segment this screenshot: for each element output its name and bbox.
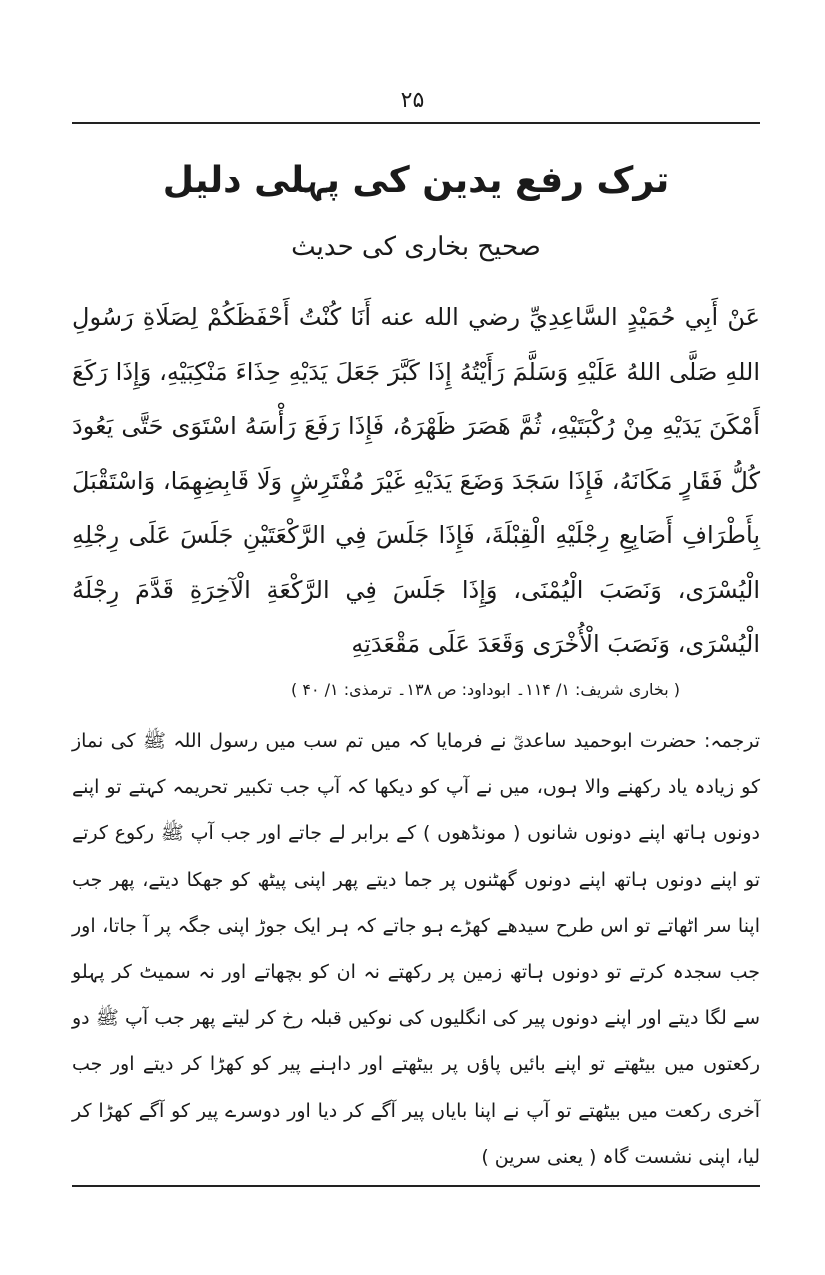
- top-divider: [72, 122, 760, 124]
- hadith-reference: ( بخاری شریف: ۱/ ۱۱۴۔ ابوداود: ص ۱۳۸۔ ترمذی: ۱/ ۴۰ ): [291, 680, 680, 699]
- hadith-arabic-text: عَنْ أَبِي حُمَيْدٍ السَّاعِدِيِّ رضي الله عنه أَنَا كُنْتُ أَحْفَظَكُمْ لِصَلَاةِ رَسُولِ اللهِ صَلَّى اللهُ عَلَيْهِ وَسَلَّمَ رَأَيْتُهُ إِذَا كَبَّرَ جَعَلَ يَدَيْهِ حِذَاءَ مَنْكِبَيْهِ، وَإِذَا رَكَعَ أَمْكَنَ يَدَيْهِ مِنْ رُكْبَتَيْهِ، ثُمَّ هَصَرَ ظَهْرَهُ، فَإِذَا رَفَعَ رَأْسَهُ اسْتَوَى حَتَّى يَعُودَ كُلُّ فَقَارٍ مَكَانَهُ، فَإِذَا سَجَدَ وَضَعَ يَدَيْهِ غَيْرَ مُفْتَرِشٍ وَلَا قَابِضِهِمَا، وَاسْتَقْبَلَ بِأَطْرَافِ أَصَابِعِ رِجْلَيْهِ الْقِبْلَةَ، فَإِذَا جَلَسَ فِي الرَّكْعَتَيْنِ جَلَسَ عَلَى رِجْلِهِ الْيُسْرَى، وَنَصَبَ الْيُمْنَى، وَإِذَا جَلَسَ فِي الرَّكْعَةِ الْآخِرَةِ قَدَّمَ رِجْلَهُ الْيُسْرَى، وَنَصَبَ الْأُخْرَى وَقَعَدَ عَلَى مَقْعَدَتِهِ: [72, 303, 760, 658]
- page-title: ترک رفع یدین کی پہلی دلیل: [162, 160, 670, 201]
- page-subtitle: صحیح بخاری کی حدیث: [291, 232, 541, 262]
- page-number: ۲۵: [400, 88, 425, 113]
- urdu-translation: ترجمہ: حضرت ابوحمید ساعدیؓ نے فرمایا کہ میں تم سب میں رسول اللہ ﷺ کی نماز کو زیادہ یاد رکھنے والا ہوں، میں نے آپ کو دیکھا کہ آپ جب تکبیر تحریمہ کہتے تو اپنے دونوں ہاتھ اپنے دونوں شانوں ( مونڈھوں ) کے برابر لے جاتے اور جب آپ ﷺ رکوع کرتے تو اپنے دونوں ہاتھ اپنے دونوں گھٹنوں پر جما دیتے پھر اپنی پیٹھ کو جھکا دیتے، پھر جب اپنا سر اٹھاتے تو اس طرح سیدھے کھڑے ہو جاتے کہ ہر ایک جوڑ اپنی جگہ پر آ جاتا، اور جب سجدہ کرتے تو دونوں ہاتھ زمین پر رکھتے نہ ان کو بچھاتے اور نہ سمیٹ کر پہلو سے لگا دیتے اور اپنے دونوں پیر کی انگلیوں کی نوکیں قبلہ رخ کر لیتے پھر جب آپ ﷺ دو رکعتوں میں بیٹھتے تو اپنے بائیں پاؤں پر بیٹھتے اور داہنے پیر کو کھڑا کر دیتے اور جب آخری رکعت میں بیٹھتے تو آپ نے اپنا بایاں پیر آگے کر دیا اور دوسرے پیر کو آگے کھڑا کر لیا، اپنی نشست گاہ ( یعنی سرین ): [72, 730, 760, 1168]
- bottom-divider: [72, 1185, 760, 1187]
